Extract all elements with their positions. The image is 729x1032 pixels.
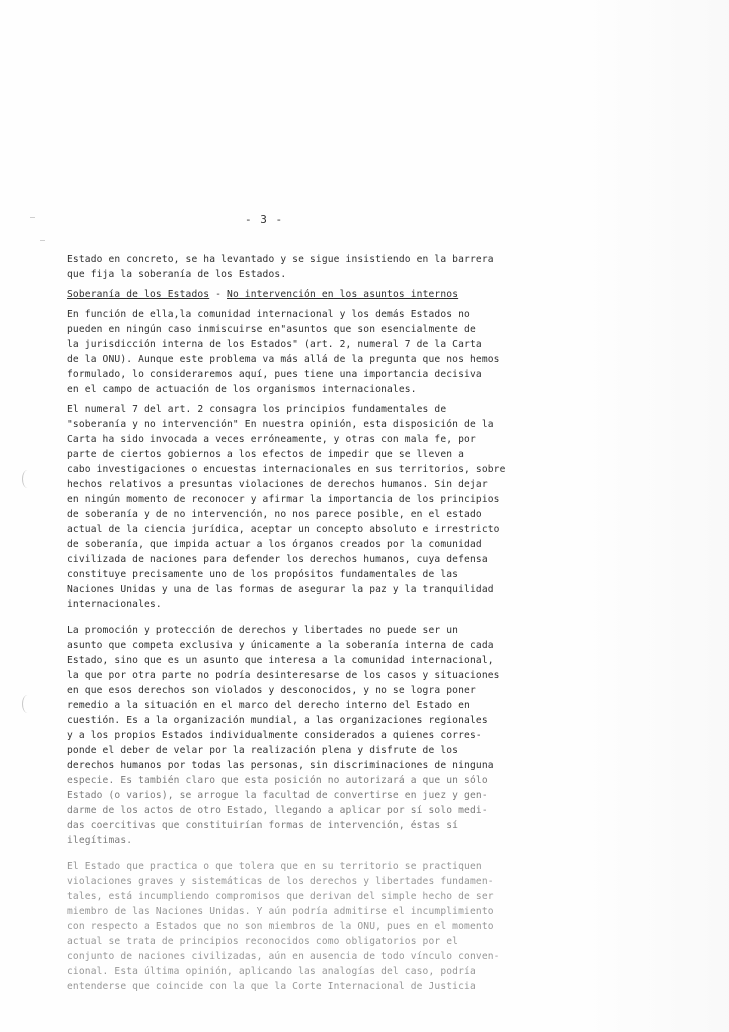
margin-mark bbox=[40, 240, 45, 241]
text-line: derechos humanos por todas las personas, sin discriminaciones de ninguna bbox=[67, 760, 494, 771]
text-line: formulado, lo consideraremos aquí, pues tiene una importancia decisiva bbox=[67, 369, 482, 380]
heading-part-1: Soberanía de los Estados bbox=[67, 289, 210, 300]
text-line: en el campo de actuación de los organismos internacionales. bbox=[67, 384, 417, 395]
text-line: En función de ella,la comunidad internacional y los demás Estados no bbox=[67, 309, 470, 320]
punch-hole-mark bbox=[22, 470, 33, 488]
body-text bbox=[67, 252, 545, 994]
text-line: "soberanía y no intervención" En nuestra opinión, esta disposición de la bbox=[67, 419, 494, 430]
text-line: El Estado que practica o que tolera que en su territorio se practiquen bbox=[67, 861, 482, 872]
text-line: Estado en concreto, se ha levantado y se sigue insistiendo en la barrera bbox=[67, 254, 494, 265]
margin-mark bbox=[30, 217, 35, 218]
heading-separator: - bbox=[209, 289, 228, 300]
text-line: cabo investigaciones o encuestas internacionales en sus territorios, sobre bbox=[67, 464, 506, 475]
text-line: hechos relativos a presuntas violaciones de derechos humanos. Sin dejar bbox=[67, 479, 488, 490]
section-heading bbox=[67, 287, 545, 302]
text-line: tales, está incumpliendo compromisos que derivan del simple hecho de ser bbox=[67, 891, 494, 902]
text-line: cuestión. Es a la organización mundial, a las organizaciones regionales bbox=[67, 715, 488, 726]
text-line: cional. Esta última opinión, aplicando las analogías del caso, podría bbox=[67, 966, 476, 977]
intro-paragraph bbox=[67, 252, 545, 282]
text-line: Estado, sino que es un asunto que interesa a la comunidad internacional, bbox=[67, 655, 494, 666]
text-line: darme de los actos de otro Estado, llegando a aplicar por sí solo medi- bbox=[67, 805, 488, 816]
text-line: Carta ha sido invocada a veces erróneamente, y otras con mala fe, por bbox=[67, 434, 476, 445]
text-line: ponde el deber de velar por la realización plena y disfrute de los bbox=[67, 745, 459, 756]
page-shadow bbox=[579, 0, 729, 1032]
text-line: miembro de las Naciones Unidas. Y aún podría admitirse el incumplimiento bbox=[67, 906, 494, 917]
text-line: pueden en ningún caso inmiscuirse en"asuntos que son esencialmente de bbox=[67, 324, 476, 335]
text-line: que fija la soberanía de los Estados. bbox=[67, 269, 287, 280]
text-line: la que por otra parte no podría desinteresarse de los casos y situaciones bbox=[67, 670, 500, 681]
punch-hole-mark bbox=[22, 695, 33, 713]
text-line: ilegítimas. bbox=[67, 835, 133, 846]
text-line: en ningún momento de reconocer y afirmar la importancia de los principios bbox=[67, 494, 500, 505]
text-line: especie. Es también claro que esta posición no autorizará a que un sólo bbox=[67, 775, 488, 786]
text-line: de la ONU). Aunque este problema va más allá de la pregunta que nos hemos bbox=[67, 354, 500, 365]
text-line: Naciones Unidas y una de las formas de asegurar la paz y la tranquilidad bbox=[67, 584, 494, 595]
paragraph-2 bbox=[67, 402, 545, 612]
text-line: y a los propios Estados individualmente considerados a quienes corres- bbox=[67, 730, 482, 741]
text-line: con respecto a Estados que no son miembros de la ONU, pues en el momento bbox=[67, 921, 494, 932]
text-line: das coercitivas que constituirían formas de intervención, éstas sí bbox=[67, 820, 459, 831]
text-line: remedio a la situación en el marco del derecho interno del Estado en bbox=[67, 700, 470, 711]
text-line: constituye precisamente uno de los propósitos fundamentales de las bbox=[67, 569, 459, 580]
paragraph-3 bbox=[67, 623, 545, 848]
text-line: parte de ciertos gobiernos a los efectos de impedir que se lleven a bbox=[67, 449, 465, 460]
text-line: de soberanía y de no intervención, no nos parece posible, en el estado bbox=[67, 509, 482, 520]
heading-part-2: No intervención en los asuntos internos bbox=[227, 289, 459, 300]
text-line: en que esos derechos son violados y desconocidos, y no se logra poner bbox=[67, 685, 476, 696]
text-line: violaciones graves y sistemáticas de los derechos y libertades fundamen- bbox=[67, 876, 494, 887]
page-number: - 3 - bbox=[245, 213, 284, 226]
text-line: El numeral 7 del art. 2 consagra los principios fundamentales de bbox=[67, 404, 447, 415]
text-line: asunto que competa exclusiva y únicamente a la soberanía interna de cada bbox=[67, 640, 494, 651]
paragraph-4 bbox=[67, 859, 545, 994]
text-line: de soberanía, que impida actuar a los órganos creados por la comunidad bbox=[67, 539, 482, 550]
text-line: civilizada de naciones para defender los derechos humanos, cuya defensa bbox=[67, 554, 488, 565]
text-line: entenderse que coincide con la que la Corte Internacional de Justicia bbox=[67, 981, 476, 992]
text-line: la jurisdicción interna de los Estados" (art. 2, numeral 7 de la Carta bbox=[67, 339, 482, 350]
text-line: internacionales. bbox=[67, 599, 162, 610]
text-line: actual de la ciencia jurídica, aceptar un concepto absoluto e irrestricto bbox=[67, 524, 500, 535]
text-line: Estado (o varios), se arrogue la facultad de convertirse en juez y gen- bbox=[67, 790, 488, 801]
text-line: conjunto de naciones civilizadas, aún en ausencia de todo vínculo conven- bbox=[67, 951, 500, 962]
text-line: La promoción y protección de derechos y libertades no puede ser un bbox=[67, 625, 459, 636]
paragraph-1 bbox=[67, 307, 545, 397]
text-line: actual se trata de principios reconocidos como obligatorios por el bbox=[67, 936, 459, 947]
